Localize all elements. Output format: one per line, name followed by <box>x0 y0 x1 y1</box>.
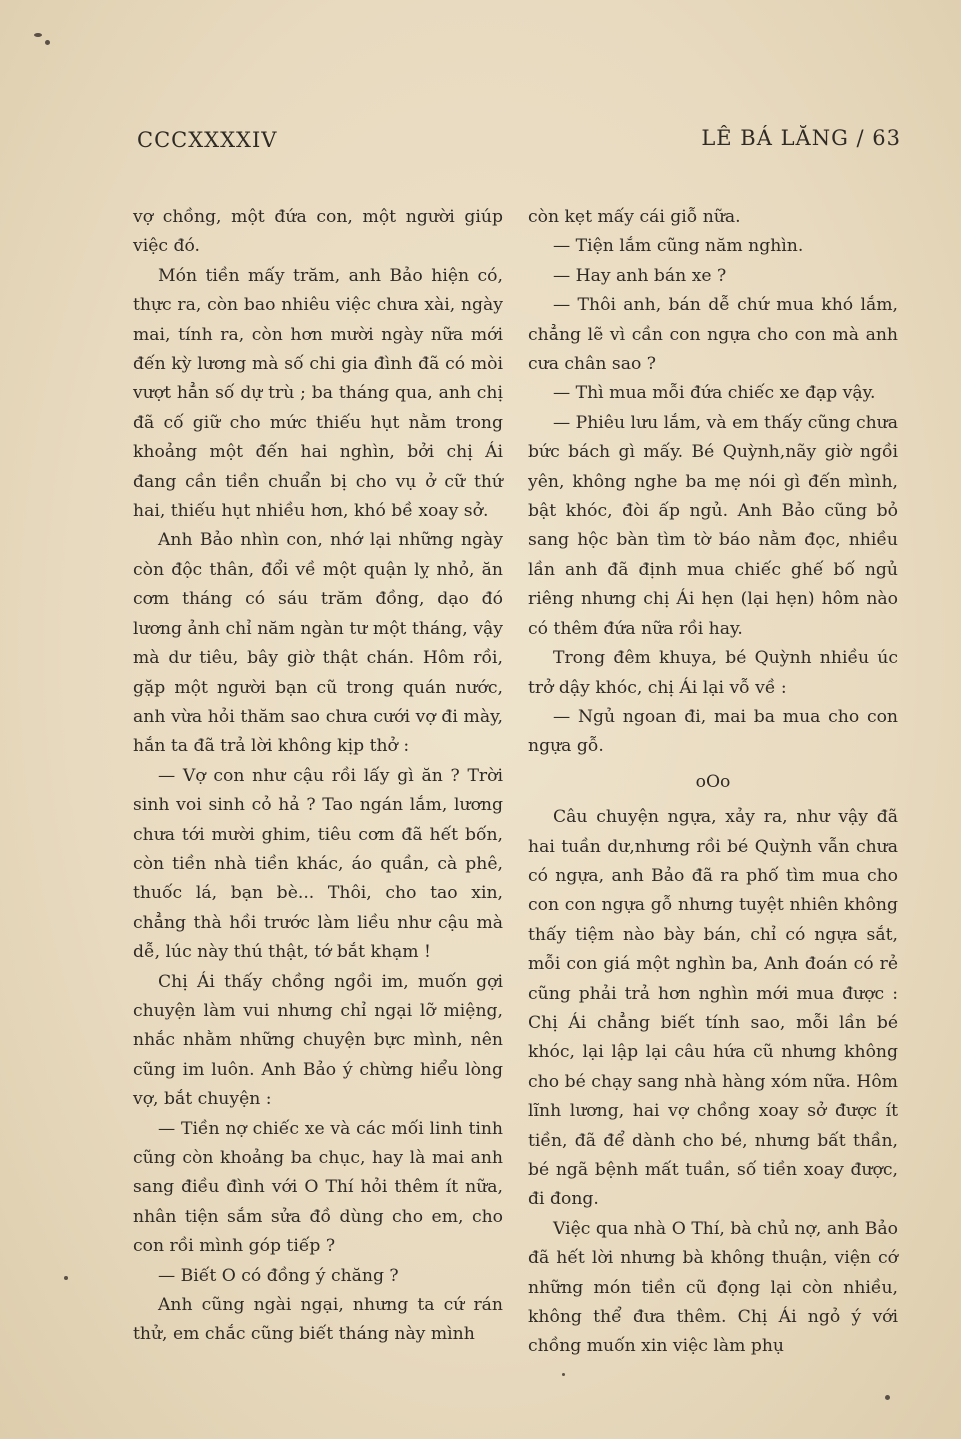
author-page-number: LÊ BÁ LĂNG / 63 <box>701 126 901 150</box>
dialogue: — Tiện lắm cũng năm nghìn. <box>553 236 804 257</box>
dialogue: — Vợ con như cậu rồi lấy gì ăn ? Trời sinh voi sinh cỏ hả ? Tao ngán lắm, lương chưa tới mười ghim, tiêu cơm đã hết bốn, còn tiền nhà tiền khác, áo quần, cà phê, thuốc lá, bạn bè... Thôi, cho tao xin, chẳng thà hồi trước làm liều như cậu mà dễ, lúc này thú thật, tớ bắt khạm ! <box>133 765 503 963</box>
dialogue: — Ngủ ngoan đi, mai ba mua cho con ngựa gỗ. <box>528 706 898 757</box>
paragraph: Trong đêm khuya, bé Quỳnh nhiều úc trở dậy khóc, chị Ái lại vỗ về : <box>528 648 898 698</box>
paragraph: còn kẹt mấy cái giỗ nữa. <box>528 207 741 227</box>
paragraph: Anh cũng ngài ngại, nhưng ta cứ rán thử, em chắc cũng biết tháng này mình <box>133 1295 503 1345</box>
dialogue: — Hay anh bán xe ? <box>553 265 727 286</box>
paragraph: Chị Ái thấy chồng ngồi im, muốn gợi chuyện làm vui nhưng chỉ ngại lỡ miệng, nhắc nhằm những chuyện bực mình, nên cũng im luôn. Anh Bảo ý chừng hiểu lòng vợ, bắt chuyện : <box>133 971 503 1110</box>
dialogue: — Biết O có đồng ý chăng ? <box>158 1265 399 1286</box>
dialogue: — Phiêu lưu lắm, và em thấy cũng chưa bức bách gì mấy. Bé Quỳnh,nãy giờ ngồi yên, không nghe ba mẹ nói gì đến mình, bật khóc, đòi ấp ngủ. Anh Bảo cũng bỏ sang hộc bàn tìm tờ báo nằm đọc, nhiều lần anh đã định mua chiếc ghế bố ngủ riêng nhưng chị Ái hẹn (lại hẹn) hôm nào có thêm đứa nữa rồi hay. <box>528 412 898 639</box>
dialogue: — Thôi anh, bán dễ chứ mua khó lắm, chẳng lẽ vì cần con ngựa cho con mà anh cưa chân sao ? <box>528 295 898 375</box>
paragraph: Anh Bảo nhìn con, nhớ lại những ngày còn độc thân, đổi về một quận lỵ nhỏ, ăn cơm tháng có sáu trăm đồng, dạo đó lương ảnh chỉ năm ngàn tư một tháng, vậy mà dư tiêu, bây giờ thật chán. Hôm rồi, gặp một người bạn cũ trong quán nước, anh vừa hỏi thăm sao chưa cưới vợ đi mày, hắn ta đã trả lời không kịp thở : <box>133 530 503 757</box>
paragraph: vợ chồng, một đứa con, một người giúp việc đó. <box>133 207 503 257</box>
paragraph: Việc qua nhà O Thí, bà chủ nợ, anh Bảo đã hết lời nhưng bà không thuận, viện cớ những món tiền cũ đọng lại còn nhiều, không thể đưa thêm. Chị Ái ngỏ ý với chồng muốn xin việc làm phụ <box>528 1218 898 1357</box>
chapter-number: CCCXXXXIV <box>137 128 278 152</box>
dialogue: — Thì mua mỗi đứa chiếc xe đạp vậy. <box>553 383 876 404</box>
ink-speck <box>34 33 42 37</box>
ink-speck <box>64 1276 68 1280</box>
left-column <box>133 203 503 1350</box>
ink-speck <box>562 1373 565 1376</box>
ink-speck <box>45 40 50 45</box>
right-column <box>528 203 898 1362</box>
paragraph: Câu chuyện ngựa, xảy ra, như vậy đã hai tuần dư,nhưng rồi bé Quỳnh vẫn chưa có ngựa, anh Bảo đã ra phố tìm mua cho con con ngựa gỗ nhưng tuyệt nhiên không thấy tiệm nào bày bán, chỉ có ngựa sắt, mỗi con giá một nghìn ba, Anh đoán có rẻ cũng phải trả hơn nghìn mới mua được : Chị Ái chẳng biết tính sao, mỗi lần bé khóc, lại lập lại câu hứa cũ nhưng không cho bé chạy sang nhà hàng xóm nữa. Hôm lĩnh lương, hai vợ chồng xoay sở được ít tiền, đã để dành cho bé, nhưng bất thần, bé ngã bệnh mất tuần, số tiền xoay được, đi đong. <box>528 807 898 1210</box>
ink-speck <box>885 1395 890 1400</box>
paragraph: Món tiền mấy trăm, anh Bảo hiện có, thực ra, còn bao nhiêu việc chưa xài, ngày mai, tính ra, còn hơn mười ngày nữa mới đến kỳ lương mà số chi gia đình đã có mòi vượt hẳn số dự trù ; ba tháng qua, anh chị đã cố giữ cho mức thiếu hụt nằm trong khoảng một đến hai nghìn, bởi chị Ái đang cần tiền chuẩn bị cho vụ ở cữ thứ hai, thiếu hụt nhiều hơn, khó bề xoay sở. <box>133 265 503 522</box>
section-separator: oOo <box>695 771 731 792</box>
dialogue: — Tiền nợ chiếc xe và các mối linh tinh cũng còn khoảng ba chục, hay là mai anh sang điều đình với O Thí hỏi thêm ít nữa, nhân tiện sắm sửa đồ dùng cho em, cho con rồi mình góp tiếp ? <box>133 1118 503 1257</box>
